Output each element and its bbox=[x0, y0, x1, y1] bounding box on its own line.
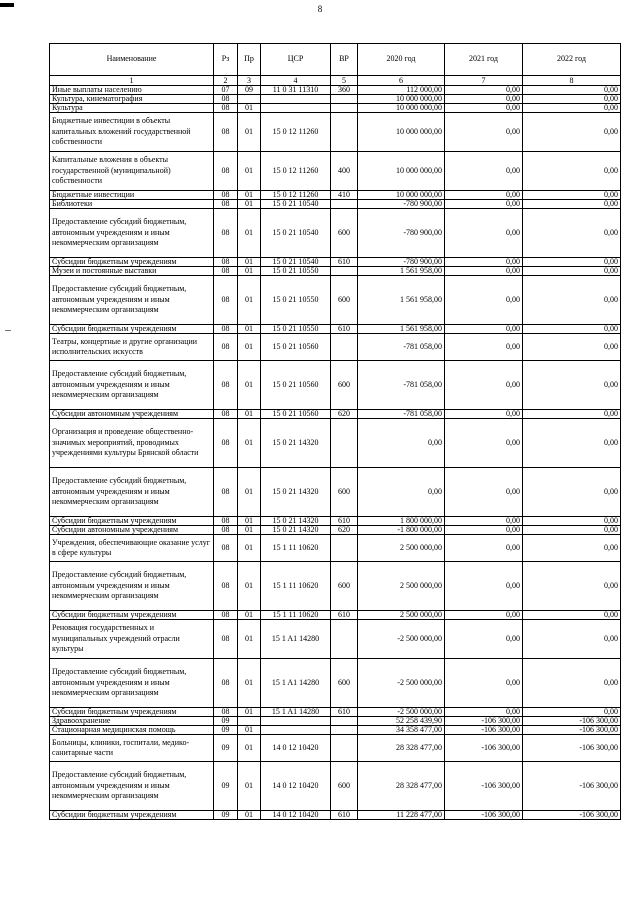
row-name: Предоставление субсидий бюджетным, автономным учреждениям и иным некоммерческим организациям bbox=[50, 468, 214, 517]
row-name: Субсидии автономным учреждениям bbox=[50, 526, 214, 535]
row-name: Иные выплаты населению bbox=[50, 86, 214, 95]
row-rz: 08 bbox=[214, 152, 238, 191]
table-row bbox=[50, 811, 621, 820]
table-row bbox=[50, 526, 621, 535]
row-name: Субсидии бюджетным учреждениям bbox=[50, 517, 214, 526]
table-row bbox=[50, 113, 621, 152]
column-header-vr: ВР bbox=[331, 44, 358, 76]
row-vr bbox=[331, 113, 358, 152]
row-rz: 08 bbox=[214, 104, 238, 113]
row-name: Субсидии автономным учреждениям bbox=[50, 410, 214, 419]
row-rz: 08 bbox=[214, 419, 238, 468]
row-value-2020: 10 000 000,00 bbox=[358, 191, 445, 200]
row-value-2021: 0,00 bbox=[445, 708, 523, 717]
column-index: 7 bbox=[445, 76, 523, 86]
row-pr: 01 bbox=[238, 209, 261, 258]
row-value-2020: -780 900,00 bbox=[358, 209, 445, 258]
row-csr bbox=[261, 726, 331, 735]
row-vr: 610 bbox=[331, 811, 358, 820]
row-value-2020: 34 358 477,00 bbox=[358, 726, 445, 735]
row-pr: 01 bbox=[238, 113, 261, 152]
column-header-2021: 2021 год bbox=[445, 44, 523, 76]
row-csr bbox=[261, 104, 331, 113]
table-header-row bbox=[50, 44, 621, 76]
row-pr: 01 bbox=[238, 419, 261, 468]
table-row bbox=[50, 708, 621, 717]
row-value-2022: 0,00 bbox=[523, 325, 621, 334]
table-row bbox=[50, 620, 621, 659]
row-name: Капитальные вложения в объекты государственной (муниципальной) собственности bbox=[50, 152, 214, 191]
row-value-2021: 0,00 bbox=[445, 468, 523, 517]
row-pr: 01 bbox=[238, 659, 261, 708]
row-value-2020: 112 000,00 bbox=[358, 86, 445, 95]
margin-mark bbox=[5, 330, 11, 331]
row-vr: 620 bbox=[331, 410, 358, 419]
row-value-2021: 0,00 bbox=[445, 104, 523, 113]
table-row bbox=[50, 468, 621, 517]
row-vr: 610 bbox=[331, 611, 358, 620]
row-value-2021: -106 300,00 bbox=[445, 735, 523, 762]
row-csr: 15 0 21 10540 bbox=[261, 200, 331, 209]
row-name: Предоставление субсидий бюджетным, автономным учреждениям и иным некоммерческим организациям bbox=[50, 762, 214, 811]
row-value-2022: 0,00 bbox=[523, 659, 621, 708]
table-row bbox=[50, 325, 621, 334]
row-pr: 01 bbox=[238, 620, 261, 659]
row-pr: 01 bbox=[238, 200, 261, 209]
table-row bbox=[50, 104, 621, 113]
row-csr: 15 0 12 11260 bbox=[261, 113, 331, 152]
column-index: 1 bbox=[50, 76, 214, 86]
row-csr: 15 1 11 10620 bbox=[261, 535, 331, 562]
row-vr: 610 bbox=[331, 325, 358, 334]
row-csr: 15 0 21 14320 bbox=[261, 517, 331, 526]
row-vr: 610 bbox=[331, 708, 358, 717]
row-pr: 01 bbox=[238, 104, 261, 113]
row-vr bbox=[331, 419, 358, 468]
row-csr: 15 0 21 10560 bbox=[261, 410, 331, 419]
row-name: Организация и проведение общественно-значимых мероприятий, проводимых учреждениями культуры Брянской области bbox=[50, 419, 214, 468]
row-rz: 08 bbox=[214, 708, 238, 717]
row-value-2020: -781 058,00 bbox=[358, 410, 445, 419]
row-value-2020: 11 228 477,00 bbox=[358, 811, 445, 820]
row-value-2020: 2 500 000,00 bbox=[358, 535, 445, 562]
row-value-2022: 0,00 bbox=[523, 708, 621, 717]
table-row bbox=[50, 735, 621, 762]
column-index: 6 bbox=[358, 76, 445, 86]
row-pr: 01 bbox=[238, 726, 261, 735]
row-vr: 410 bbox=[331, 191, 358, 200]
row-name: Субсидии бюджетным учреждениям bbox=[50, 811, 214, 820]
row-value-2021: 0,00 bbox=[445, 526, 523, 535]
row-value-2020: 10 000 000,00 bbox=[358, 113, 445, 152]
row-rz: 08 bbox=[214, 410, 238, 419]
column-index: 2 bbox=[214, 76, 238, 86]
row-csr: 14 0 12 10420 bbox=[261, 762, 331, 811]
row-vr: 600 bbox=[331, 562, 358, 611]
row-value-2021: -106 300,00 bbox=[445, 717, 523, 726]
row-name: Предоставление субсидий бюджетным, автономным учреждениям и иным некоммерческим организациям bbox=[50, 209, 214, 258]
row-rz: 08 bbox=[214, 209, 238, 258]
row-csr: 15 0 21 10540 bbox=[261, 258, 331, 267]
row-pr: 01 bbox=[238, 258, 261, 267]
row-rz: 08 bbox=[214, 325, 238, 334]
row-value-2020: 2 500 000,00 bbox=[358, 562, 445, 611]
row-value-2022: 0,00 bbox=[523, 526, 621, 535]
row-pr: 01 bbox=[238, 611, 261, 620]
row-name: Бюджетные инвестиции bbox=[50, 191, 214, 200]
row-value-2021: 0,00 bbox=[445, 517, 523, 526]
row-value-2020: -2 500 000,00 bbox=[358, 659, 445, 708]
row-csr: 14 0 12 10420 bbox=[261, 811, 331, 820]
row-csr: 15 0 21 14320 bbox=[261, 419, 331, 468]
row-vr bbox=[331, 735, 358, 762]
row-csr: 15 0 21 14320 bbox=[261, 526, 331, 535]
row-csr bbox=[261, 717, 331, 726]
table-row bbox=[50, 762, 621, 811]
row-name: Театры, концертные и другие организации исполнительских искусств bbox=[50, 334, 214, 361]
row-rz: 08 bbox=[214, 200, 238, 209]
row-vr: 610 bbox=[331, 258, 358, 267]
row-name: Больницы, клиники, госпитали, медико-санитарные части bbox=[50, 735, 214, 762]
row-rz: 08 bbox=[214, 191, 238, 200]
row-value-2021: 0,00 bbox=[445, 535, 523, 562]
row-rz: 08 bbox=[214, 611, 238, 620]
row-pr: 01 bbox=[238, 334, 261, 361]
row-pr: 01 bbox=[238, 468, 261, 517]
row-vr bbox=[331, 104, 358, 113]
row-rz: 08 bbox=[214, 258, 238, 267]
row-value-2021: 0,00 bbox=[445, 659, 523, 708]
row-rz: 08 bbox=[214, 517, 238, 526]
table-row bbox=[50, 276, 621, 325]
column-header-2020: 2020 год bbox=[358, 44, 445, 76]
row-value-2021: 0,00 bbox=[445, 209, 523, 258]
row-csr: 15 0 21 10540 bbox=[261, 209, 331, 258]
row-vr bbox=[331, 200, 358, 209]
row-name: Реновация государственных и муниципальных учреждений отрасли культуры bbox=[50, 620, 214, 659]
row-rz: 09 bbox=[214, 726, 238, 735]
row-vr: 610 bbox=[331, 517, 358, 526]
row-value-2020: 1 561 958,00 bbox=[358, 325, 445, 334]
table-row bbox=[50, 361, 621, 410]
row-name: Субсидии бюджетным учреждениям bbox=[50, 325, 214, 334]
row-vr bbox=[331, 620, 358, 659]
row-csr bbox=[261, 95, 331, 104]
column-index: 5 bbox=[331, 76, 358, 86]
row-value-2020: -2 500 000,00 bbox=[358, 620, 445, 659]
row-csr: 15 1 11 10620 bbox=[261, 611, 331, 620]
row-name: Культура bbox=[50, 104, 214, 113]
row-name: Учреждения, обеспечивающие оказание услуг в сфере культуры bbox=[50, 535, 214, 562]
row-pr: 01 bbox=[238, 562, 261, 611]
table-row bbox=[50, 535, 621, 562]
row-value-2022: 0,00 bbox=[523, 113, 621, 152]
row-vr bbox=[331, 726, 358, 735]
row-value-2021: 0,00 bbox=[445, 200, 523, 209]
row-csr: 11 0 31 11310 bbox=[261, 86, 331, 95]
row-value-2022: -106 300,00 bbox=[523, 717, 621, 726]
row-value-2022: -106 300,00 bbox=[523, 735, 621, 762]
table-row bbox=[50, 410, 621, 419]
budget-table bbox=[49, 43, 621, 820]
row-name: Предоставление субсидий бюджетным, автономным учреждениям и иным некоммерческим организациям bbox=[50, 276, 214, 325]
row-value-2021: 0,00 bbox=[445, 361, 523, 410]
row-value-2022: 0,00 bbox=[523, 620, 621, 659]
row-value-2021: 0,00 bbox=[445, 419, 523, 468]
row-rz: 09 bbox=[214, 762, 238, 811]
row-value-2021: 0,00 bbox=[445, 620, 523, 659]
row-pr: 01 bbox=[238, 325, 261, 334]
table-row bbox=[50, 95, 621, 104]
row-value-2022: 0,00 bbox=[523, 258, 621, 267]
row-value-2022: 0,00 bbox=[523, 468, 621, 517]
row-value-2020: 10 000 000,00 bbox=[358, 152, 445, 191]
row-csr: 15 0 21 10550 bbox=[261, 267, 331, 276]
row-pr: 01 bbox=[238, 267, 261, 276]
row-value-2022: 0,00 bbox=[523, 104, 621, 113]
row-value-2021: 0,00 bbox=[445, 113, 523, 152]
row-name: Музеи и постоянные выставки bbox=[50, 267, 214, 276]
row-vr bbox=[331, 95, 358, 104]
table-row bbox=[50, 611, 621, 620]
row-pr: 01 bbox=[238, 152, 261, 191]
row-rz: 09 bbox=[214, 735, 238, 762]
row-pr: 01 bbox=[238, 276, 261, 325]
table-row bbox=[50, 726, 621, 735]
row-name: Здравоохранение bbox=[50, 717, 214, 726]
row-value-2022: 0,00 bbox=[523, 517, 621, 526]
row-pr: 01 bbox=[238, 535, 261, 562]
row-value-2021: -106 300,00 bbox=[445, 762, 523, 811]
row-vr: 600 bbox=[331, 659, 358, 708]
row-value-2020: 2 500 000,00 bbox=[358, 611, 445, 620]
row-csr: 15 0 21 10560 bbox=[261, 334, 331, 361]
row-value-2022: 0,00 bbox=[523, 95, 621, 104]
table-row bbox=[50, 200, 621, 209]
row-name: Бюджетные инвестиции в объекты капитальных вложений государственной собственности bbox=[50, 113, 214, 152]
column-index: 3 bbox=[238, 76, 261, 86]
row-value-2022: 0,00 bbox=[523, 86, 621, 95]
row-vr bbox=[331, 267, 358, 276]
row-value-2021: 0,00 bbox=[445, 334, 523, 361]
column-index: 8 bbox=[523, 76, 621, 86]
row-value-2020: 0,00 bbox=[358, 419, 445, 468]
row-rz: 08 bbox=[214, 526, 238, 535]
row-value-2022: 0,00 bbox=[523, 191, 621, 200]
row-rz: 08 bbox=[214, 468, 238, 517]
row-name: Библиотеки bbox=[50, 200, 214, 209]
row-value-2021: 0,00 bbox=[445, 611, 523, 620]
column-index-row bbox=[50, 76, 621, 86]
row-value-2022: 0,00 bbox=[523, 334, 621, 361]
table-row bbox=[50, 267, 621, 276]
row-name: Субсидии бюджетным учреждениям bbox=[50, 708, 214, 717]
row-name: Предоставление субсидий бюджетным, автономным учреждениям и иным некоммерческим организациям bbox=[50, 361, 214, 410]
table-body bbox=[50, 86, 621, 820]
row-value-2020: -781 058,00 bbox=[358, 334, 445, 361]
row-value-2021: 0,00 bbox=[445, 95, 523, 104]
row-value-2021: 0,00 bbox=[445, 562, 523, 611]
table-row bbox=[50, 152, 621, 191]
row-vr: 600 bbox=[331, 361, 358, 410]
row-value-2022: 0,00 bbox=[523, 410, 621, 419]
row-value-2021: 0,00 bbox=[445, 191, 523, 200]
row-rz: 08 bbox=[214, 276, 238, 325]
row-value-2020: 1 561 958,00 bbox=[358, 276, 445, 325]
row-value-2020: -780 900,00 bbox=[358, 200, 445, 209]
table-row bbox=[50, 419, 621, 468]
row-csr: 15 1 11 10620 bbox=[261, 562, 331, 611]
row-rz: 08 bbox=[214, 113, 238, 152]
row-vr bbox=[331, 535, 358, 562]
row-value-2022: 0,00 bbox=[523, 276, 621, 325]
row-pr: 01 bbox=[238, 708, 261, 717]
column-index: 4 bbox=[261, 76, 331, 86]
row-csr: 15 0 21 10550 bbox=[261, 276, 331, 325]
row-value-2022: 0,00 bbox=[523, 562, 621, 611]
row-value-2021: 0,00 bbox=[445, 325, 523, 334]
row-vr: 620 bbox=[331, 526, 358, 535]
row-value-2020: 28 328 477,00 bbox=[358, 762, 445, 811]
row-rz: 08 bbox=[214, 334, 238, 361]
row-value-2020: -780 900,00 bbox=[358, 258, 445, 267]
row-csr: 15 0 21 10550 bbox=[261, 325, 331, 334]
row-value-2021: -106 300,00 bbox=[445, 726, 523, 735]
row-csr: 15 0 21 10560 bbox=[261, 361, 331, 410]
row-vr: 600 bbox=[331, 468, 358, 517]
row-value-2021: 0,00 bbox=[445, 152, 523, 191]
row-value-2020: -2 500 000,00 bbox=[358, 708, 445, 717]
row-name: Субсидии бюджетным учреждениям bbox=[50, 258, 214, 267]
row-pr: 01 bbox=[238, 735, 261, 762]
row-vr bbox=[331, 334, 358, 361]
row-value-2022: 0,00 bbox=[523, 152, 621, 191]
row-csr: 15 0 12 11260 bbox=[261, 191, 331, 200]
row-pr: 01 bbox=[238, 410, 261, 419]
row-csr: 14 0 12 10420 bbox=[261, 735, 331, 762]
row-value-2021: 0,00 bbox=[445, 258, 523, 267]
row-value-2022: 0,00 bbox=[523, 535, 621, 562]
row-value-2022: 0,00 bbox=[523, 611, 621, 620]
row-value-2022: -106 300,00 bbox=[523, 726, 621, 735]
row-name: Субсидии бюджетным учреждениям bbox=[50, 611, 214, 620]
row-pr: 09 bbox=[238, 86, 261, 95]
row-value-2022: 0,00 bbox=[523, 419, 621, 468]
row-pr: 01 bbox=[238, 517, 261, 526]
row-value-2022: 0,00 bbox=[523, 267, 621, 276]
row-pr: 01 bbox=[238, 191, 261, 200]
row-csr: 15 1 A1 14280 bbox=[261, 708, 331, 717]
row-rz: 08 bbox=[214, 361, 238, 410]
row-vr: 400 bbox=[331, 152, 358, 191]
row-vr: 600 bbox=[331, 762, 358, 811]
row-value-2020: 1 561 958,00 bbox=[358, 267, 445, 276]
row-value-2021: -106 300,00 bbox=[445, 811, 523, 820]
row-value-2022: -106 300,00 bbox=[523, 811, 621, 820]
row-rz: 08 bbox=[214, 620, 238, 659]
row-pr: 01 bbox=[238, 526, 261, 535]
row-pr: 01 bbox=[238, 762, 261, 811]
row-rz: 08 bbox=[214, 95, 238, 104]
row-rz: 08 bbox=[214, 659, 238, 708]
row-value-2020: 28 328 477,00 bbox=[358, 735, 445, 762]
row-value-2020: 1 800 000,00 bbox=[358, 517, 445, 526]
row-value-2020: -781 058,00 bbox=[358, 361, 445, 410]
row-csr: 15 1 A1 14280 bbox=[261, 620, 331, 659]
row-name: Предоставление субсидий бюджетным, автономным учреждениям и иным некоммерческим организациям bbox=[50, 659, 214, 708]
row-value-2020: 0,00 bbox=[358, 468, 445, 517]
row-value-2021: 0,00 bbox=[445, 276, 523, 325]
column-header-name: Наименование bbox=[50, 44, 214, 76]
row-vr: 360 bbox=[331, 86, 358, 95]
row-csr: 15 0 12 11260 bbox=[261, 152, 331, 191]
row-name: Стационарная медицинская помощь bbox=[50, 726, 214, 735]
table-row bbox=[50, 209, 621, 258]
row-vr: 600 bbox=[331, 209, 358, 258]
row-value-2022: 0,00 bbox=[523, 209, 621, 258]
row-name: Предоставление субсидий бюджетным, автономным учреждениям и иным некоммерческим организациям bbox=[50, 562, 214, 611]
row-value-2021: 0,00 bbox=[445, 410, 523, 419]
row-value-2020: 52 258 439,90 bbox=[358, 717, 445, 726]
row-csr: 15 1 A1 14280 bbox=[261, 659, 331, 708]
column-header-csr: ЦСР bbox=[261, 44, 331, 76]
column-header-2022: 2022 год bbox=[523, 44, 621, 76]
row-name: Культура, кинематография bbox=[50, 95, 214, 104]
row-rz: 08 bbox=[214, 562, 238, 611]
column-header-rz: Рз bbox=[214, 44, 238, 76]
row-value-2022: 0,00 bbox=[523, 361, 621, 410]
row-rz: 08 bbox=[214, 535, 238, 562]
row-rz: 08 bbox=[214, 267, 238, 276]
page-number: 8 bbox=[317, 4, 323, 14]
row-value-2022: -106 300,00 bbox=[523, 762, 621, 811]
table-row bbox=[50, 562, 621, 611]
row-pr: 01 bbox=[238, 361, 261, 410]
row-value-2020: -1 800 000,00 bbox=[358, 526, 445, 535]
row-vr bbox=[331, 717, 358, 726]
table-row bbox=[50, 334, 621, 361]
table-row bbox=[50, 659, 621, 708]
row-vr: 600 bbox=[331, 276, 358, 325]
row-value-2021: 0,00 bbox=[445, 267, 523, 276]
row-rz: 09 bbox=[214, 811, 238, 820]
row-value-2021: 0,00 bbox=[445, 86, 523, 95]
row-value-2020: 10 000 000,00 bbox=[358, 95, 445, 104]
row-pr: 01 bbox=[238, 811, 261, 820]
row-rz: 07 bbox=[214, 86, 238, 95]
column-header-pr: Пр bbox=[238, 44, 261, 76]
row-value-2022: 0,00 bbox=[523, 200, 621, 209]
table-row bbox=[50, 191, 621, 200]
row-value-2020: 10 000 000,00 bbox=[358, 104, 445, 113]
row-csr: 15 0 21 14320 bbox=[261, 468, 331, 517]
row-rz: 09 bbox=[214, 717, 238, 726]
